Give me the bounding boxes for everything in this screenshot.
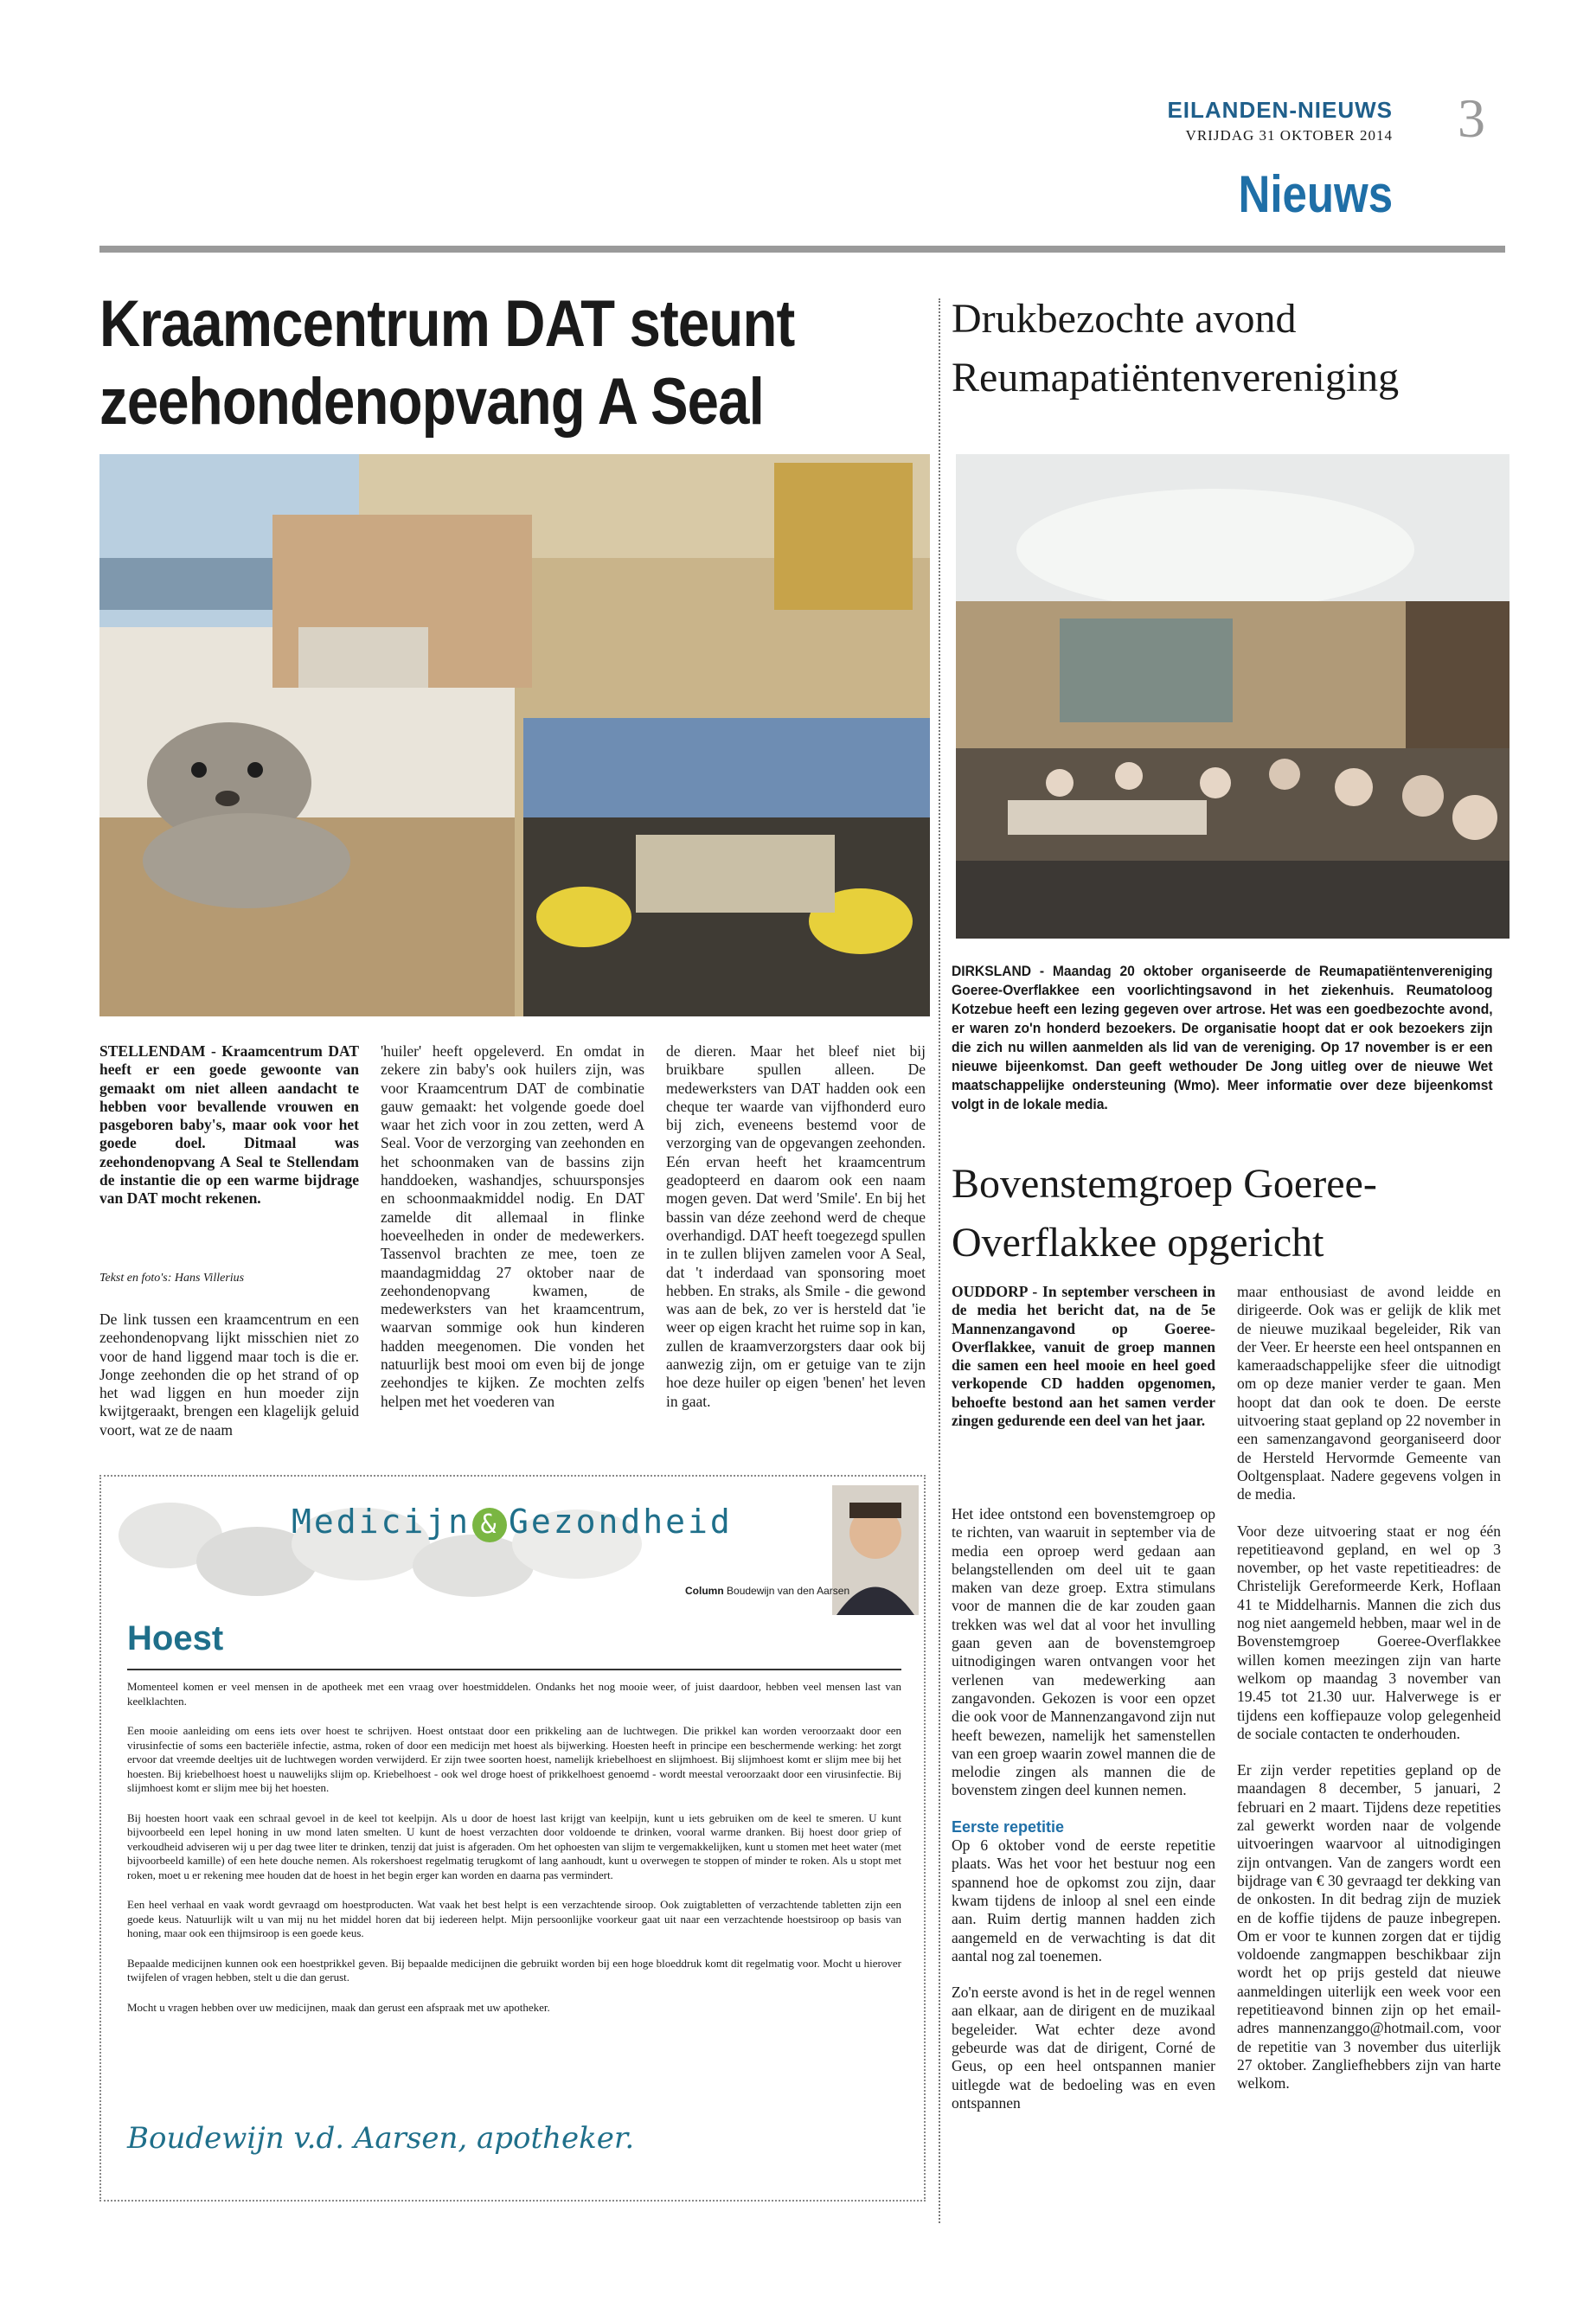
- page-number: 3: [1458, 87, 1485, 149]
- column-title: Hoest: [127, 1619, 224, 1657]
- column-p5: Bepaalde medicijnen kunnen ook een hoestprikkel geven. Bij bepaalde medicijnen die gebruikt worden bij een hoge bloeddruk komt dit regelmatig voor. Mocht u hierover twijfelen of vragen hebben, stelt u die dan gerust.: [127, 1956, 901, 1984]
- article1-credit: Tekst en foto's: Hans Villerius: [99, 1272, 245, 1285]
- column-byline: [685, 1585, 849, 1597]
- byline-name: Boudewijn van den Aarsen: [727, 1585, 850, 1597]
- column-p6: Mocht u vragen hebben over uw medicijnen, maak dan gerust een afspraak met uw apotheker.: [127, 2000, 550, 2014]
- article3-col1-p1: Het idee ontstond een bovenstemgroep op te richten, van waaruit in september via de media een oproep werd gedaan aan belangstellenden om deel uit te gaan maken van deze groep. Extra stimulans voor de mannen die de kar zouden gaan trekken was wel dat al voor het invulling gaan geven aan de bovenstemgroep uitnodigingen waren ontvangen voor het verlenen van medewerking aan zangavonden. Gekozen is voor een opzet die ook voor de Mannenzangavond zijn nut heeft bewezen, namelijk het samenstellen van een groep waarin zowel mannen die de melodie zingen als mannen die de bovenstem zingen deel kunnen nemen.: [952, 1505, 1215, 1799]
- article3-headline: [952, 1155, 1505, 1272]
- column-divider: [939, 298, 940, 2223]
- column-p2: Een mooie aanleiding om eens iets over hoest te schrijven. Hoest ontstaat door een prikkeling aan de luchtwegen. Die prikkel kan worden veroorzaakt door een virusinfectie of soms een bacteriële infectie, astma, roken of door een medicijn met hoest als bijwerking. Hoesten heeft in principe een beschermende werking: het zorgt ervoor dat vreemde deeltjes uit de luchtwegen worden verwijderd. Er zijn twee soorten hoest, namelijk kriebelhoest en slijmhoest. Bij slijmhoest komt er slijm mee bij het hoesten. Bij kriebelhoest hoest u nauwelijks slijm op. Kriebelhoest - ook wel droge hoest of prikkelhoest genoemd - wordt meestal veroorzaakt door een virusinfectie. Bij slijmhoest komt er slijm mee bij het hoesten.: [127, 1724, 901, 1794]
- column-p1: Momenteel komen er veel mensen in de apotheek met een vraag over hoestmiddelen. Ondanks het nog mooie weer, of juist daardoor, hebben veel mensen last van keelklachten.: [127, 1680, 901, 1708]
- column-signature: Boudewijn v.d. Aarsen, apotheker.: [127, 2121, 635, 2156]
- issue-date: VRIJDAG 31 OKTOBER 2014: [1185, 127, 1393, 144]
- masthead: [1167, 97, 1393, 144]
- column-banner: [292, 1503, 733, 1542]
- column-body: [127, 1680, 901, 2030]
- article1-column3: de dieren. Maar het bleef niet bij bruikbare spullen alleen. De medewerksters van DAT hadden ook een cheque ter waarde van vijfhonderd euro bij zich, eveneens bestemd voor de verzorging van de opgevangen zeehonden. Eén ervan heeft het kraamcentrum geadopteerd en daarom ook een naam mogen geven. Dat werd 'Smile'. En bij het bassin van déze zeehond werd de cheque overhandigd. DAT heeft toegezegd spullen in te zullen blijven zamelen voor A Seal, dat 't inderdaad van sponsoring moet hebben. En straks, als Smile - die gewond was aan de bek, zo ver is hersteld dat 'ie weer op eigen kracht het ruime sop in kan, zullen de kraamverzorgsters daar ook bij aanwezig zijn, om er getuige van te zijn hoe deze huiler op eigen 'benen' het leven in gaat.: [666, 1042, 926, 1410]
- article2-caption: DIRKSLAND - Maandag 20 oktober organiseerde de Reumapatiëntenvereniging Goeree-Overflakkee een voorlichtingsavond in het ziekenhuis. Reumatoloog Kotzebue heeft een lezing gegeven over artrose. Het was een goedbezochte avond, er waren zo'n honderd bezoekers. De organisatie hoopt dat er ook bezoekers zijn die zich nu willen aanmelden als lid van de vereniging. Op 17 november is er een nieuwe bijeenkomst. Dan geeft wethouder De Jong uitleg over de nieuwe Wet maatschappelijke ondersteuning (Wmo). Meer informatie over deze bijeenkomst volgt in de lokale media.: [952, 963, 1493, 1112]
- column-p3: Bij hoesten hoort vaak een schraal gevoel in de keel tot keelpijn. Als u door de hoest last krijgt van keelpijn, kunt u iets gebruiken om de keel te smeren. U kunt bijvoorbeeld een lepel honing in uw mond laten smelten. U kunt de hoest verzachten door voldoende te drinken, vooral warme dranken. Bij hoest door griep of verkoudheid adviseren wij u per dag twee liter te drinken, tenzij dat juist is afgeraden. Om het ophoesten van slijm te vergemakkelijken, kunt u stomen met heet water (met bijvoorbeeld kamille) of een hete douche nemen. Als rokershoest regelmatig terugkomt of lang aanhoudt, kunt u overwegen te stoppen of minder te roken. Als u stopt met roken, moet u er rekening mee houden dat de hoest in het begin erger kan worden en daarna pas vermindert.: [127, 1811, 901, 1881]
- article2-headline-line2: Reumapatiëntenvereniging: [952, 355, 1400, 401]
- article2-headline: [952, 290, 1505, 407]
- article3-col1-p2: Op 6 oktober vond de eerste repetitie plaats. Was het voor het bestuur nog een spannend hoe de opkomst zou zijn, daar kwam tijdens de inloop al snel een einde aan. Ruim dertig mannen hadden zich aangemeld en de verwachting is dat dit aantal nog zal toenemen.: [952, 1836, 1215, 1965]
- meeting-photo-illustration: [956, 454, 1509, 939]
- article3-column2: [1237, 1283, 1501, 2111]
- section-title: Nieuws: [1238, 165, 1393, 223]
- article1-column1: De link tussen een kraamcentrum en een zeehondenopvang lijkt misschien niet zo voor de hand liggend maar toch is die er. Jonge zeehonden die op het strand of op het wad liggen en hun moeder zijn kwijtgeraakt, brengen een klagelijk geluid voort, wat ze de naam: [99, 1311, 359, 1439]
- health-column-box: [99, 1475, 926, 2202]
- article3-headline-line1: Bovenstemgroep Goeree-: [952, 1161, 1377, 1207]
- banner-gezondheid: Gezondheid: [509, 1503, 733, 1541]
- article3-column1: [952, 1505, 1215, 2131]
- article3-col1-p3: Zo'n eerste avond is het in de regel wennen aan elkaar, aan de dirigent en de muzikaal begeleider. Wat echter deze avond gebeurde was dat de dirigent, Corné de Geus, op een heel ontspannen manier uitlegde wat de bedoeling was en even ontspannen: [952, 1984, 1215, 2112]
- header-rule: [99, 246, 1505, 253]
- article2-headline-line1: Drukbezochte avond: [952, 296, 1297, 342]
- article1-photo: [99, 454, 930, 1016]
- banner-ampersand: &: [472, 1508, 507, 1542]
- article3-lede: OUDDORP - In september verscheen in de media het bericht dat, na de 5e Mannenzangavond op Goeree-Overflakkee, vanuit de groep mannen die samen een heel mooie en heel goed verkopende CD hadden opgenomen, behoefte bestond aan het samen verder zingen gedurende een deel van het jaar.: [952, 1283, 1215, 1430]
- seal-photo-illustration: [99, 454, 930, 1016]
- article2-photo: [956, 454, 1509, 939]
- article3-subhead: Eerste repetitie: [952, 1817, 1065, 1836]
- article3-col2-p3: Er zijn verder repetities gepland op de maandagen 8 december, 5 januari, 2 februari en 2 maart. Tijdens deze repetities zal gewerkt worden naar de volgende uitvoeringen waarvoor al uitnodigingen zijn ontvangen. Van de zangers wordt een bijdrage van € 30 gevraagd ter dekking van de onkosten. In dit bedrag zijn de muziek en de koffie tijdens de pauze inbegrepen. Om er voor te kunnen zorgen dat er tijdig voldoende zangmappen beschikbaar zijn wordt het op prijs gesteld dat nieuwe aanmeldingen uiterlijk een week voor een repetitieavond binnen zijn op het email-adres mannenzanggo@hotmail.com, voor de repetitie van 3 november dus uiterlijk 27 oktober. Zangliefhebbers zijn van harte welkom.: [1237, 1761, 1501, 2093]
- pills-illustration: [110, 1484, 663, 1605]
- column-p4: Een heel verhaal en vaak wordt gevraagd om hoestproducten. Wat vaak het best helpt is een verzachtende siroop. Ook zuigtabletten of verzachtende tabletten zijn een goede keus. Natuurlijk wilt u van mij nu het middel horen dat bij iedereen helpt. Mijn persoonlijke voorkeur gaat uit naar een verzachtende hoestsiroop op basis van honing, maar ook een thijmsiroop is een goede keus.: [127, 1898, 901, 1939]
- newspaper-brand: EILANDEN-NIEUWS: [1167, 97, 1393, 123]
- article3-col2-p1: maar enthousiast de avond leidde en dirigeerde. Ook was er gelijk de klik met de nieuwe muzikaal begeleider, Rik van der Veer. Er heerste een heel ontspannen en kameraadschappelijke sfeer die uitnodigt om op deze manier verder te gaan. Men hoopt dat dan ook te doen. De eerste uitvoering staat gepland op 22 november in een samenzangavond georganiseerd door de Hersteld Hervormde Gemeente van Ooltgensplaat. Nadere gegevens volgen in de media.: [1237, 1283, 1501, 1503]
- article3-headline-line2: Overflakkee opgericht: [952, 1220, 1324, 1266]
- byline-label: Column: [685, 1585, 724, 1597]
- article1-headline: Kraamcentrum DAT steunt zeehondenopvang A Seal: [99, 287, 795, 439]
- article1-lede: STELLENDAM - Kraamcentrum DAT heeft er een goede gewoonte van gemaakt om niet alleen aandacht te hebben voor bevallende vrouwen en pasgeboren baby's, maar ook voor het goede doel. Ditmaal was zeehondenopvang A Seal te Stellendam de instantie die op een warme bijdrage van DAT mocht rekenen.: [99, 1042, 359, 1208]
- column-title-rule: [127, 1669, 901, 1670]
- banner-medicijn: Medicijn: [292, 1503, 471, 1541]
- article3-col2-p2: Voor deze uitvoering staat er nog één repetitieavond gepland, en wel op 3 november, op het vaste repetitieadres: de Christelijk Gereformeerde Kerk, Hoflaan 41 te Middelharnis. Mannen die zich dus nog niet aangemeld hebben, maar wel in de Bovenstemgroep Goeree-Overflakkee willen komen meezingen zijn van harte welkom op maandag 3 november van 19.45 tot 21.30 uur. Halverwege is er tijdens een koffiepauze volop gelegenheid de sociale contacten te onderhouden.: [1237, 1522, 1501, 1742]
- article1-column2: 'huiler' heeft opgeleverd. En omdat in zekere zin baby's ook huilers zijn, was voor Kraamcentrum DAT de combinatie gauw gemaakt: het volgende goede doel waar het zich voor in zou zetten, werd A Seal. Voor de verzorging van zeehonden en het schoonmaken van de bassins zijn handdoeken, washandjes, schuursponsjes en schoonmaakmiddel nodig. En DAT zamelde dit allemaal in flinke hoeveelheden in onder de medewerkers. Tassenvol brachten ze mee, toen ze maandagmiddag 27 oktober naar de zeehondenopvang kwamen, de medewerksters van het kraamcentrum, waarvan sommige ook hun kinderen hadden meegenomen. Die vonden het natuurlijk best mooi om even bij de jonge zeehondjes te kijken. Ze mochten zelfs helpen met het voederen van: [381, 1042, 644, 1410]
